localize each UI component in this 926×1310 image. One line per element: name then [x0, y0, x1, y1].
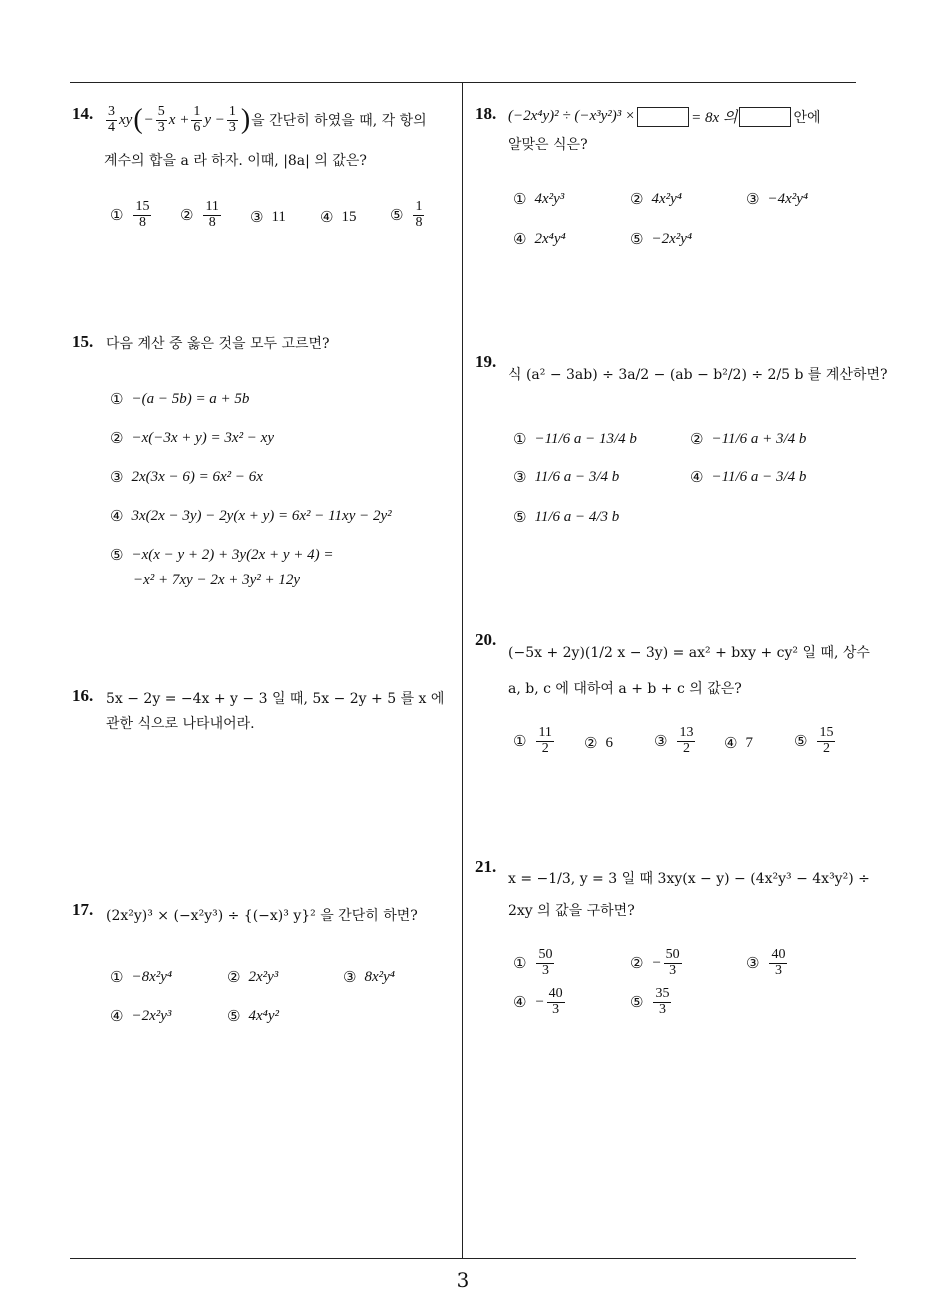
option-5[interactable]: ⑤ $\frac{35}{3}$: [630, 986, 670, 1017]
option-1[interactable]: ① −8x²y⁴: [110, 968, 173, 986]
option-1[interactable]: ① $\frac{15}{8}$: [110, 199, 150, 230]
option-4[interactable]: ④ 3x(2x − 3y) − 2y(x + y) = 6x² − 11xy − 2y²: [110, 507, 392, 525]
question-number: 14.: [72, 104, 94, 123]
question-text: (2x²y)³ × (−x²y³) ÷ {(−x)³ y}² 을 간단히 하면?: [106, 908, 418, 924]
option-2[interactable]: ② −11/6 a + 3/4 b: [690, 430, 807, 448]
option-3[interactable]: ③ 2x(3x − 6) = 6x² − 6x: [110, 468, 263, 486]
option-3[interactable]: ③ 8x²y⁴: [343, 968, 395, 986]
question-text: 다음 계산 중 옳은 것을 모두 고르면?: [106, 336, 330, 352]
option-5[interactable]: ⑤ $\frac{15}{2}$: [794, 725, 834, 756]
option-1[interactable]: ① $\frac{50}{3}$: [513, 947, 553, 978]
option-4[interactable]: ④ 15: [320, 208, 357, 226]
option-1[interactable]: ① $\frac{11}{2}$: [513, 725, 552, 756]
question-text: 식 (a² − 3ab) ÷ 3a/2 − (ab − b²/2) ÷ 2/5 b 를 계산하면?: [508, 367, 888, 383]
fraction: $\frac{3}{4}$: [108, 103, 115, 135]
bottom-rule: [70, 1258, 856, 1259]
question-stem-line2: a, b, c 에 대하여 a + b + c 의 값은?: [508, 681, 742, 697]
option-2[interactable]: ② 4x²y⁴: [630, 190, 682, 208]
question-stem-line1: $\frac{3}{4}$ xy ( − $\frac{5}{3}$ x + $\frac{1}{6}$ y − $\frac{1}{3}$ ) 을 간단히 하였을 때, 각 항의: [108, 103, 427, 135]
question-number: 20.: [475, 630, 497, 649]
option-4[interactable]: ④ 2x⁴y⁴: [513, 230, 566, 248]
option-2[interactable]: ② 2x²y³: [227, 968, 279, 986]
option-5[interactable]: ⑤ $\frac{1}{8}$: [390, 199, 423, 230]
question-number: 15.: [72, 332, 94, 351]
question-stem-line2: 알맞은 식은?: [508, 137, 588, 153]
question-stem-line1: x = −1/3, y = 3 일 때 3xy(x − y) − (4x²y³ − 4x³y²) ÷: [508, 871, 870, 887]
option-1[interactable]: ① 4x²y³: [513, 190, 565, 208]
page-number: 3: [456, 1268, 470, 1292]
question-stem-line2: 관한 식으로 나타내어라.: [106, 716, 255, 732]
fraction: $\frac{5}{3}$: [157, 103, 165, 135]
option-2[interactable]: ② 6: [584, 734, 613, 752]
option-5-continued: −x² + 7xy − 2x + 3y² + 12y: [133, 572, 301, 588]
question-stem-line1: (−2x⁴y)² ÷ (−x³y²)³ × = 8x 의 안에: [508, 108, 821, 126]
top-rule: [70, 82, 856, 83]
answer-blank-box: [739, 107, 791, 127]
option-4[interactable]: ④ 7: [724, 734, 753, 752]
option-3[interactable]: ③ $\frac{40}{3}$: [746, 947, 786, 978]
question-number: 17.: [72, 900, 94, 919]
option-5[interactable]: ⑤ 4x⁴y²: [227, 1007, 279, 1025]
question-text: 을 간단히 하였을 때, 각 항의: [251, 113, 427, 129]
question-number: 16.: [72, 686, 94, 705]
option-1[interactable]: ① −11/6 a − 13/4 b: [513, 430, 637, 448]
question-stem-line1: (−5x + 2y)(1/2 x − 3y) = ax² + bxy + cy² 일 때, 상수: [508, 645, 870, 661]
option-3[interactable]: ③ 11/6 a − 3/4 b: [513, 468, 620, 486]
option-3[interactable]: ③ $\frac{13}{2}$: [654, 725, 694, 756]
question-number: 19.: [475, 352, 497, 371]
fraction: $\frac{1}{3}$: [228, 103, 236, 135]
question-stem-line2: 계수의 합을 a 라 하자. 이때, |8a| 의 값은?: [104, 153, 367, 169]
question-stem-line2: 2xy 의 값을 구하면?: [508, 903, 635, 919]
option-3[interactable]: ③ 11: [250, 208, 286, 226]
option-5[interactable]: ⑤ −2x²y⁴: [630, 230, 693, 248]
option-3[interactable]: ③ −4x²y⁴: [746, 190, 809, 208]
column-divider: [462, 83, 463, 1258]
fraction: $\frac{1}{6}$: [193, 103, 201, 135]
option-4[interactable]: ④ − $\frac{40}{3}$: [513, 986, 563, 1017]
question-stem-line1: 5x − 2y = −4x + y − 3 일 때, 5x − 2y + 5 를 x 에: [106, 691, 445, 707]
answer-blank-box: [637, 107, 689, 127]
question-number: 21.: [475, 857, 497, 876]
option-1[interactable]: ① −(a − 5b) = a + 5b: [110, 390, 250, 408]
option-2[interactable]: ② $\frac{11}{8}$: [180, 199, 219, 230]
option-4[interactable]: ④ −2x²y³: [110, 1007, 172, 1025]
question-number: 18.: [475, 104, 497, 123]
option-5[interactable]: ⑤ 11/6 a − 4/3 b: [513, 508, 620, 526]
option-2[interactable]: ② −x(−3x + y) = 3x² − xy: [110, 429, 274, 447]
option-4[interactable]: ④ −11/6 a − 3/4 b: [690, 468, 807, 486]
option-5[interactable]: ⑤ −x(x − y + 2) + 3y(2x + y + 4) =: [110, 546, 334, 564]
option-2[interactable]: ② − $\frac{50}{3}$: [630, 947, 680, 978]
